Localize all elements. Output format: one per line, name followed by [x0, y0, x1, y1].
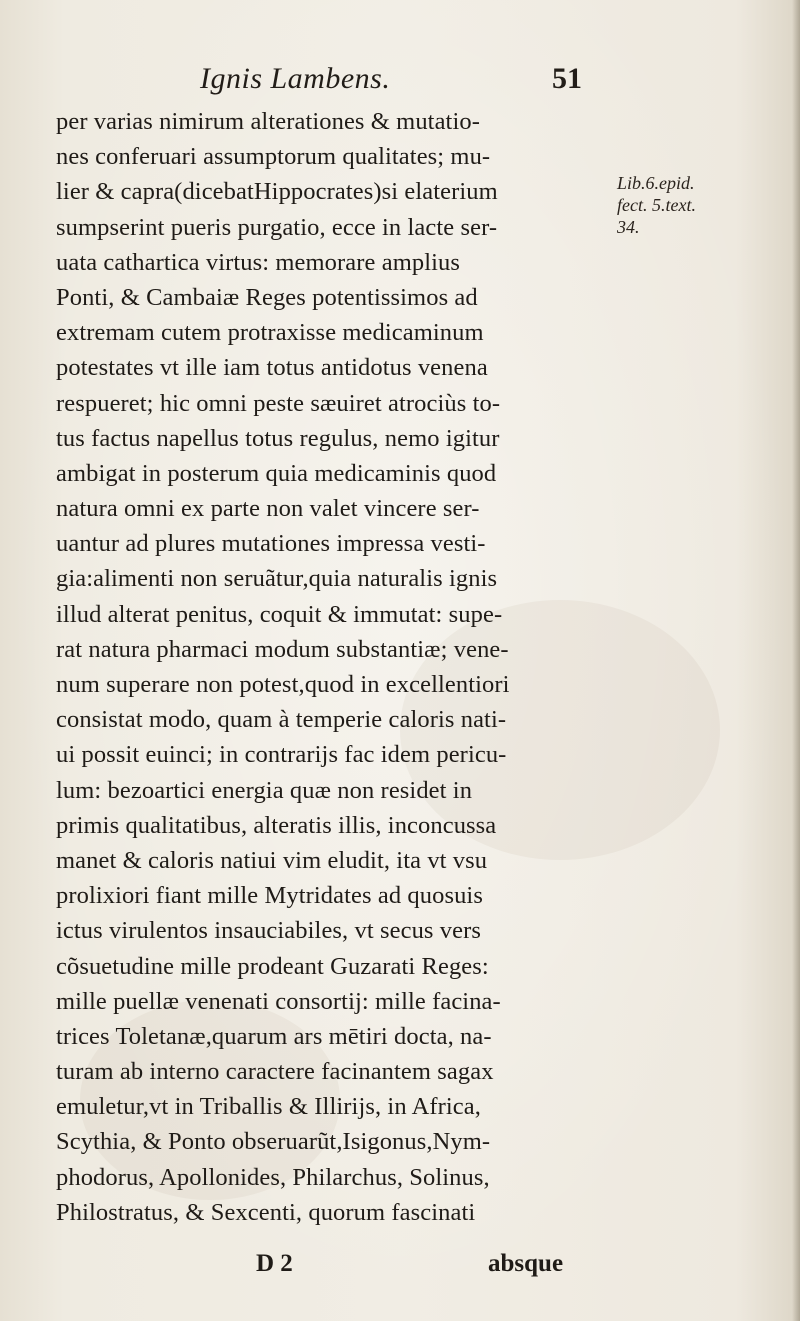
text-line: phodorus, Apollonides, Philarchus, Solinus, [56, 1163, 490, 1191]
text-line: nes conferuari assumptorum qualitates; mu- [56, 143, 491, 171]
text-line: respueret; hic omni peste sæuiret atrociùs to- [56, 389, 501, 417]
text-line: turam ab interno caractere facinantem sagax [56, 1058, 494, 1086]
margin-note-line: 34. [617, 217, 640, 237]
text-line: cõsuetudine mille prodeant Guzarati Reges: [56, 952, 489, 980]
text-line: primis qualitatibus, alteratis illis, inconcussa [56, 811, 497, 839]
text-line: mille puellæ venenati consortij: mille facina- [56, 987, 501, 1015]
text-line: trices Toletanæ,quarum ars mētiri docta, na- [56, 1022, 492, 1050]
margin-note-line: fect. 5.text. [617, 195, 696, 215]
text-line: per varias nimirum alterationes & mutatio- [56, 108, 480, 135]
text-line: lier & capra(dicebatHippocrates)si elaterium [56, 178, 498, 206]
text-line: Scythia, & Ponto obseruarũt,Isigonus,Nym- [56, 1128, 491, 1156]
text-line: extremam cutem protraxisse medicaminum [56, 319, 484, 347]
text-line: manet & caloris natiui vim eludit, ita vt vsu [56, 846, 488, 874]
text-line: Ponti, & Cambaiæ Reges potentissimos ad [56, 283, 478, 311]
text-line: uantur ad plures mutationes impressa vesti- [56, 530, 486, 558]
text-line: gia:alimenti non seruãtur,quia naturalis ignis [56, 565, 498, 593]
text-line: lum: bezoartici energia quæ non residet in [56, 776, 473, 804]
text-line: tus factus napellus totus regulus, nemo igitur [56, 424, 500, 452]
text-line: uata cathartica virtus: memorare amplius [56, 248, 461, 276]
margin-note [617, 172, 696, 238]
text-line: emuletur,vt in Triballis & Illirijs, in Africa, [56, 1093, 481, 1121]
text-line: num superare non potest,quod in excellentiori [56, 671, 510, 698]
page-edge-shadow [792, 0, 800, 1321]
text-line: Philostratus, & Sexcenti, quorum fascinati [56, 1198, 476, 1226]
text-line: prolixiori fiant mille Mytridates ad quosuis [56, 882, 483, 910]
catchword: absque [488, 1250, 564, 1277]
text-line: consistat modo, quam à temperie caloris nati- [56, 706, 507, 734]
text-line: ui possit euinci; in contrarijs fac idem pericu- [56, 741, 507, 769]
text-line: ambigat in posterum quia medicaminis quod [56, 459, 497, 487]
text-line: rat natura pharmaci modum substantiæ; vene- [56, 635, 509, 663]
text-line: natura omni ex parte non valet vincere ser- [56, 495, 480, 523]
text-line: sumpserint pueris purgatio, ecce in lacte ser- [56, 213, 498, 241]
text-line: ictus virulentos insauciabiles, vt secus vers [56, 917, 481, 945]
page-number: 51 [552, 62, 582, 95]
text-line: potestates vt ille iam totus antidotus venena [56, 354, 488, 382]
text-line: illud alterat penitus, coquit & immutat: supe- [56, 600, 503, 628]
margin-note-line: Lib.6.epid. [617, 173, 695, 193]
running-head: Ignis Lambens. [200, 62, 391, 95]
signature-mark: D 2 [256, 1250, 293, 1277]
body-text [56, 104, 616, 1230]
